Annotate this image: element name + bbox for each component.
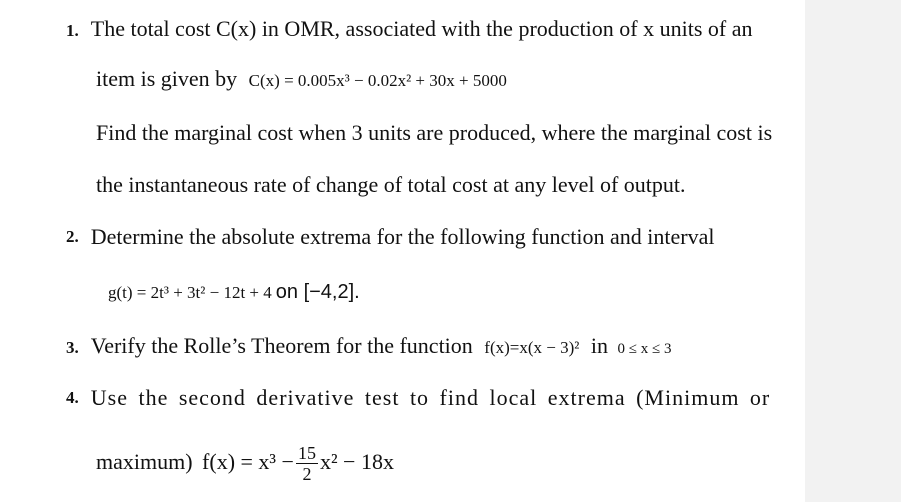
question-1-line-1: 1. The total cost C(x) in OMR, associated with the production of x units of an xyxy=(66,16,752,44)
cost-function-formula: C(x) = 0.005x³ − 0.02x² + 30x + 5000 xyxy=(248,71,507,90)
question-number: 3. xyxy=(66,338,79,357)
question-1-line-4: the instantaneous rate of change of total cost at any level of output. xyxy=(96,172,686,197)
domain-condition: 0 ≤ x ≤ 3 xyxy=(617,341,672,357)
question-number: 4. xyxy=(66,388,79,407)
rolle-function-formula: f(x)=x(x − 3)² xyxy=(484,338,580,357)
question-2-line-2 xyxy=(108,278,360,306)
question-3-line-1: 3. Verify the Rolle’s Theorem for the function f(x)=x(x − 3)² in 0 ≤ x ≤ 3 xyxy=(66,333,671,362)
interval-text: on [−4,2]. xyxy=(275,281,360,303)
question-4-line-2: maximum) f(x) = x³ − $\frac{15}{2}$ x² − 18x xyxy=(96,443,394,485)
question-4-line-1: 4. Use the second derivative test to find local extrema (Minimum or xyxy=(66,385,771,410)
question-1-line-2: item is given by C(x) = 0.005x³ − 0.02x² + 30x + 5000 xyxy=(96,66,507,91)
second-derivative-formula: f(x) = x³ − $\frac{15}{2}$ x² − 18x xyxy=(202,443,394,485)
fraction: $\frac{15}{2}$ xyxy=(297,443,316,485)
question-1-line-3: Find the marginal cost when 3 units are produced, where the marginal cost is xyxy=(96,120,773,145)
question-number: 2. xyxy=(66,227,79,246)
g-function-formula: g(t) = 2t³ + 3t² − 12t + 4 xyxy=(108,283,272,302)
question-number: 1. xyxy=(66,21,79,40)
question-2-line-1: 2. Determine the absolute extrema for the following function and interval xyxy=(66,224,715,249)
page-margin-strip xyxy=(805,0,901,502)
